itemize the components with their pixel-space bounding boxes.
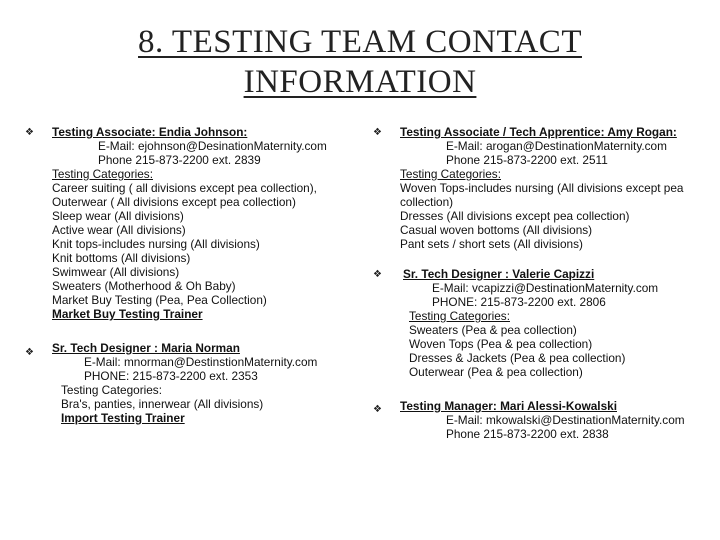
contact-phone: PHONE: 215-873-2200 ext. 2806 [432,295,606,309]
contact-phone: Phone 215-873-2200 ext. 2511 [446,153,608,167]
contact-role: Import Testing Trainer [61,411,185,425]
category-item: Woven Tops-includes nursing (All divisions except pea [400,181,684,195]
contact-heading: Testing Associate: Endia Johnson: [52,125,248,139]
contact-email: E-Mail: mkowalski@DestinationMaternity.com [446,413,685,427]
title-line-2: INFORMATION [243,64,477,100]
title-line-1: 8. TESTING TEAM CONTACT [138,24,582,60]
category-item: Casual woven bottoms (All divisions) [400,223,593,237]
category-item: Market Buy Testing (Pea, Pea Collection) [52,293,267,307]
contact-email: E-Mail: arogan@DestinationMaternity.com [446,139,667,153]
contact-valerie-capizzi [403,267,718,379]
category-item: Career suiting ( all divisions except pea collection), [52,181,317,195]
category-item: Bra's, panties, innerwear (All divisions) [61,397,264,411]
page-title [0,22,720,102]
bullet-icon: ❖ [25,127,34,138]
contact-heading: Testing Associate / Tech Apprentice: Amy Rogan: [400,125,677,139]
bullet-icon: ❖ [373,269,382,280]
bullet-icon: ❖ [373,127,382,138]
contact-amy-rogan [400,125,718,251]
contact-phone: Phone 215-873-2200 ext. 2839 [98,153,261,167]
contact-email: E-Mail: ejohnson@DesinationMaternity.com [98,139,327,153]
bullet-icon: ❖ [25,347,34,358]
category-item: Outerwear (Pea & pea collection) [409,365,583,379]
category-item: Knit tops-includes nursing (All divisions) [52,237,260,251]
contact-endia-johnson [52,125,342,321]
contact-mari-alessi-kowalski [400,399,718,441]
contact-heading: Sr. Tech Designer : Maria Norman [52,341,240,355]
category-item: Dresses (All divisions except pea collection) [400,209,630,223]
category-item: Pant sets / short sets (All divisions) [400,237,583,251]
contact-phone: Phone 215-873-2200 ext. 2838 [446,427,609,441]
categories-label: Testing Categories: [61,383,162,397]
contact-email: E-Mail: vcapizzi@DestinationMaternity.com [432,281,659,295]
category-item: collection) [400,195,454,209]
contact-maria-norman [52,341,342,425]
category-item: Knit bottoms (All divisions) [52,251,191,265]
category-item: Sweaters (Motherhood & Oh Baby) [52,279,236,293]
contact-role: Market Buy Testing Trainer [52,307,203,321]
contact-phone: PHONE: 215-873-2200 ext. 2353 [84,369,258,383]
category-item: Outerwear ( All divisions except pea collection) [52,195,296,209]
contact-heading: Sr. Tech Designer : Valerie Capizzi [403,267,595,281]
bullet-icon: ❖ [373,404,382,415]
category-item: Woven Tops (Pea & pea collection) [409,337,593,351]
category-item: Swimwear (All divisions) [52,265,180,279]
categories-label: Testing Categories: [409,309,510,323]
categories-label: Testing Categories: [52,167,153,181]
category-item: Dresses & Jackets (Pea & pea collection) [409,351,626,365]
category-item: Sleep wear (All divisions) [52,209,184,223]
category-item: Sweaters (Pea & pea collection) [409,323,577,337]
contact-heading: Testing Manager: Mari Alessi-Kowalski [400,399,617,413]
contact-email: E-Mail: mnorman@DestinstionMaternity.com [84,355,318,369]
categories-label: Testing Categories: [400,167,501,181]
category-item: Active wear (All divisions) [52,223,186,237]
